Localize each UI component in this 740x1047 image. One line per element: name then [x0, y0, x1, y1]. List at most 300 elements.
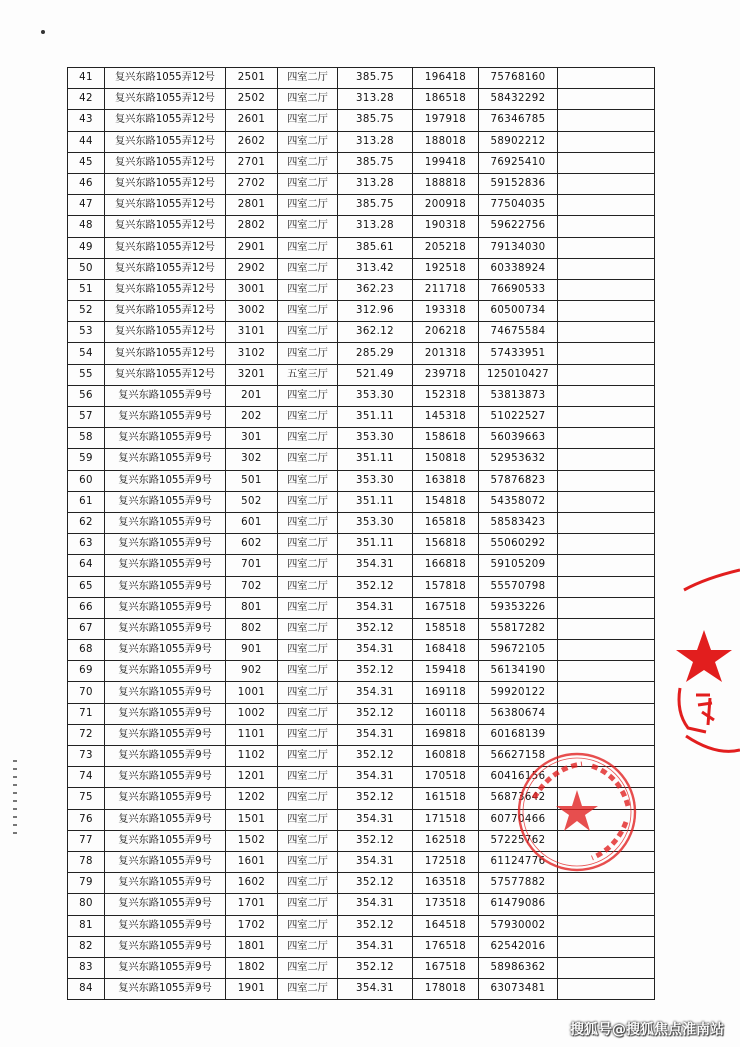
unit-price-cell: 239718 [413, 364, 479, 385]
table-row [68, 216, 655, 237]
unit-price-cell: 186518 [413, 89, 479, 110]
layout-cell: 四室二厅 [278, 385, 338, 406]
remarks-cell [558, 258, 655, 279]
layout-cell: 四室二厅 [278, 428, 338, 449]
room-number-cell: 701 [226, 555, 278, 576]
row-number-cell: 55 [68, 364, 105, 385]
layout-cell: 四室二厅 [278, 534, 338, 555]
layout-cell: 四室二厅 [278, 343, 338, 364]
remarks-cell [558, 724, 655, 745]
total-price-cell: 57930002 [479, 915, 558, 936]
row-number-cell: 54 [68, 343, 105, 364]
address-cell: 复兴东路1055弄12号 [105, 173, 226, 194]
row-number-cell: 48 [68, 216, 105, 237]
remarks-cell [558, 957, 655, 978]
table-row [68, 89, 655, 110]
area-cell: 385.75 [338, 110, 413, 131]
row-number-cell: 42 [68, 89, 105, 110]
unit-price-cell: 158618 [413, 428, 479, 449]
unit-price-cell: 158518 [413, 618, 479, 639]
total-price-cell: 79134030 [479, 237, 558, 258]
room-number-cell: 602 [226, 534, 278, 555]
area-cell: 354.31 [338, 555, 413, 576]
row-number-cell: 78 [68, 851, 105, 872]
address-cell: 复兴东路1055弄9号 [105, 618, 226, 639]
remarks-cell [558, 110, 655, 131]
table-row [68, 724, 655, 745]
address-cell: 复兴东路1055弄9号 [105, 851, 226, 872]
area-cell: 351.11 [338, 534, 413, 555]
remarks-cell [558, 364, 655, 385]
total-price-cell: 55570798 [479, 576, 558, 597]
room-number-cell: 202 [226, 407, 278, 428]
layout-cell: 四室二厅 [278, 195, 338, 216]
room-number-cell: 3001 [226, 279, 278, 300]
table-row [68, 68, 655, 89]
table-row [68, 746, 655, 767]
address-cell: 复兴东路1055弄9号 [105, 428, 226, 449]
row-number-cell: 67 [68, 618, 105, 639]
remarks-cell [558, 746, 655, 767]
layout-cell: 四室二厅 [278, 89, 338, 110]
row-number-cell: 73 [68, 746, 105, 767]
row-number-cell: 66 [68, 597, 105, 618]
row-number-cell: 45 [68, 152, 105, 173]
row-number-cell: 51 [68, 279, 105, 300]
room-number-cell: 1002 [226, 703, 278, 724]
row-number-cell: 56 [68, 385, 105, 406]
room-number-cell: 1502 [226, 830, 278, 851]
unit-price-cell: 201318 [413, 343, 479, 364]
area-cell: 353.30 [338, 428, 413, 449]
layout-cell: 四室二厅 [278, 724, 338, 745]
total-price-cell: 74675584 [479, 322, 558, 343]
address-cell: 复兴东路1055弄9号 [105, 894, 226, 915]
remarks-cell [558, 449, 655, 470]
row-number-cell: 82 [68, 936, 105, 957]
total-price-cell: 60338924 [479, 258, 558, 279]
unit-price-cell: 145318 [413, 407, 479, 428]
layout-cell: 四室二厅 [278, 830, 338, 851]
address-cell: 复兴东路1055弄9号 [105, 809, 226, 830]
area-cell: 352.12 [338, 873, 413, 894]
unit-price-cell: 163818 [413, 470, 479, 491]
remarks-cell [558, 682, 655, 703]
table-row [68, 258, 655, 279]
room-number-cell: 1701 [226, 894, 278, 915]
row-number-cell: 52 [68, 301, 105, 322]
layout-cell: 四室二厅 [278, 237, 338, 258]
layout-cell: 四室二厅 [278, 703, 338, 724]
area-cell: 313.28 [338, 216, 413, 237]
row-number-cell: 72 [68, 724, 105, 745]
table-row [68, 343, 655, 364]
room-number-cell: 1201 [226, 767, 278, 788]
table-row [68, 830, 655, 851]
room-number-cell: 1802 [226, 957, 278, 978]
layout-cell: 四室二厅 [278, 618, 338, 639]
remarks-cell [558, 68, 655, 89]
area-cell: 351.11 [338, 407, 413, 428]
row-number-cell: 63 [68, 534, 105, 555]
row-number-cell: 43 [68, 110, 105, 131]
total-price-cell: 56039663 [479, 428, 558, 449]
table-row [68, 470, 655, 491]
room-number-cell: 1501 [226, 809, 278, 830]
room-number-cell: 802 [226, 618, 278, 639]
room-number-cell: 3102 [226, 343, 278, 364]
table-row [68, 534, 655, 555]
remarks-cell [558, 407, 655, 428]
area-cell: 351.11 [338, 491, 413, 512]
room-number-cell: 1101 [226, 724, 278, 745]
unit-price-cell: 159418 [413, 661, 479, 682]
table-row [68, 873, 655, 894]
table-row [68, 173, 655, 194]
remarks-cell [558, 385, 655, 406]
row-number-cell: 69 [68, 661, 105, 682]
area-cell: 385.75 [338, 195, 413, 216]
area-cell: 354.31 [338, 597, 413, 618]
unit-price-cell: 165818 [413, 512, 479, 533]
unit-price-cell: 168418 [413, 640, 479, 661]
remarks-cell [558, 597, 655, 618]
area-cell: 385.75 [338, 152, 413, 173]
unit-price-cell: 171518 [413, 809, 479, 830]
unit-price-cell: 196418 [413, 68, 479, 89]
row-number-cell: 83 [68, 957, 105, 978]
total-price-cell: 57433951 [479, 343, 558, 364]
address-cell: 复兴东路1055弄12号 [105, 322, 226, 343]
table-row [68, 322, 655, 343]
row-number-cell: 80 [68, 894, 105, 915]
room-number-cell: 3201 [226, 364, 278, 385]
row-number-cell: 53 [68, 322, 105, 343]
unit-price-cell: 154818 [413, 491, 479, 512]
unit-price-cell: 173518 [413, 894, 479, 915]
total-price-cell: 56134190 [479, 661, 558, 682]
remarks-cell [558, 301, 655, 322]
room-number-cell: 901 [226, 640, 278, 661]
address-cell: 复兴东路1055弄12号 [105, 131, 226, 152]
remarks-cell [558, 979, 655, 1000]
remarks-cell [558, 640, 655, 661]
total-price-cell: 57577882 [479, 873, 558, 894]
address-cell: 复兴东路1055弄9号 [105, 407, 226, 428]
total-price-cell: 58583423 [479, 512, 558, 533]
address-cell: 复兴东路1055弄12号 [105, 89, 226, 110]
address-cell: 复兴东路1055弄12号 [105, 216, 226, 237]
room-number-cell: 2701 [226, 152, 278, 173]
unit-price-cell: 152318 [413, 385, 479, 406]
unit-price-cell: 172518 [413, 851, 479, 872]
row-number-cell: 41 [68, 68, 105, 89]
area-cell: 354.31 [338, 894, 413, 915]
area-cell: 352.12 [338, 915, 413, 936]
layout-cell: 四室二厅 [278, 322, 338, 343]
layout-cell: 四室二厅 [278, 301, 338, 322]
table-row [68, 936, 655, 957]
address-cell: 复兴东路1055弄12号 [105, 152, 226, 173]
address-cell: 复兴东路1055弄9号 [105, 534, 226, 555]
area-cell: 385.75 [338, 68, 413, 89]
room-number-cell: 2801 [226, 195, 278, 216]
room-number-cell: 1102 [226, 746, 278, 767]
remarks-cell [558, 237, 655, 258]
remarks-cell [558, 131, 655, 152]
table-row [68, 364, 655, 385]
area-cell: 352.12 [338, 661, 413, 682]
layout-cell: 四室二厅 [278, 851, 338, 872]
layout-cell: 四室二厅 [278, 873, 338, 894]
table-row [68, 788, 655, 809]
unit-price-cell: 167518 [413, 597, 479, 618]
remarks-cell [558, 89, 655, 110]
area-cell: 354.31 [338, 979, 413, 1000]
remarks-cell [558, 661, 655, 682]
address-cell: 复兴东路1055弄12号 [105, 237, 226, 258]
layout-cell: 四室二厅 [278, 979, 338, 1000]
scan-speck [41, 30, 45, 34]
remarks-cell [558, 195, 655, 216]
area-cell: 352.12 [338, 746, 413, 767]
area-cell: 313.42 [338, 258, 413, 279]
total-price-cell: 59105209 [479, 555, 558, 576]
total-price-cell: 61479086 [479, 894, 558, 915]
unit-price-cell: 160118 [413, 703, 479, 724]
address-cell: 复兴东路1055弄9号 [105, 555, 226, 576]
table-row [68, 618, 655, 639]
table-row [68, 131, 655, 152]
row-number-cell: 60 [68, 470, 105, 491]
remarks-cell [558, 936, 655, 957]
unit-price-cell: 205218 [413, 237, 479, 258]
row-number-cell: 59 [68, 449, 105, 470]
total-price-cell: 55060292 [479, 534, 558, 555]
remarks-cell [558, 343, 655, 364]
room-number-cell: 201 [226, 385, 278, 406]
price-table [67, 67, 655, 1000]
layout-cell: 四室二厅 [278, 216, 338, 237]
row-number-cell: 71 [68, 703, 105, 724]
area-cell: 352.12 [338, 788, 413, 809]
address-cell: 复兴东路1055弄12号 [105, 195, 226, 216]
area-cell: 354.31 [338, 936, 413, 957]
row-number-cell: 74 [68, 767, 105, 788]
row-number-cell: 61 [68, 491, 105, 512]
remarks-cell [558, 618, 655, 639]
layout-cell: 四室二厅 [278, 767, 338, 788]
layout-cell: 四室二厅 [278, 173, 338, 194]
area-cell: 313.28 [338, 131, 413, 152]
row-number-cell: 81 [68, 915, 105, 936]
unit-price-cell: 200918 [413, 195, 479, 216]
table-row [68, 152, 655, 173]
row-number-cell: 49 [68, 237, 105, 258]
area-cell: 354.31 [338, 724, 413, 745]
layout-cell: 四室二厅 [278, 131, 338, 152]
remarks-cell [558, 703, 655, 724]
unit-price-cell: 192518 [413, 258, 479, 279]
total-price-cell: 60500734 [479, 301, 558, 322]
layout-cell: 四室二厅 [278, 470, 338, 491]
total-price-cell: 76690533 [479, 279, 558, 300]
address-cell: 复兴东路1055弄12号 [105, 258, 226, 279]
area-cell: 352.12 [338, 830, 413, 851]
address-cell: 复兴东路1055弄9号 [105, 640, 226, 661]
table-row [68, 279, 655, 300]
address-cell: 复兴东路1055弄9号 [105, 936, 226, 957]
layout-cell: 四室二厅 [278, 555, 338, 576]
total-price-cell: 60770466 [479, 809, 558, 830]
address-cell: 复兴东路1055弄9号 [105, 703, 226, 724]
row-number-cell: 46 [68, 173, 105, 194]
unit-price-cell: 156818 [413, 534, 479, 555]
unit-price-cell: 169118 [413, 682, 479, 703]
remarks-cell [558, 428, 655, 449]
unit-price-cell: 160818 [413, 746, 479, 767]
unit-price-cell: 178018 [413, 979, 479, 1000]
address-cell: 复兴东路1055弄9号 [105, 830, 226, 851]
unit-price-cell: 167518 [413, 957, 479, 978]
row-number-cell: 58 [68, 428, 105, 449]
remarks-cell [558, 555, 655, 576]
unit-price-cell: 199418 [413, 152, 479, 173]
area-cell: 354.31 [338, 851, 413, 872]
area-cell: 313.28 [338, 173, 413, 194]
layout-cell: 四室二厅 [278, 258, 338, 279]
layout-cell: 四室二厅 [278, 661, 338, 682]
total-price-cell: 51022527 [479, 407, 558, 428]
table-row [68, 915, 655, 936]
total-price-cell: 63073481 [479, 979, 558, 1000]
table-row [68, 195, 655, 216]
row-number-cell: 77 [68, 830, 105, 851]
total-price-cell: 77504035 [479, 195, 558, 216]
table-row [68, 640, 655, 661]
total-price-cell: 54358072 [479, 491, 558, 512]
room-number-cell: 2501 [226, 68, 278, 89]
edge-stamp [666, 560, 740, 760]
address-cell: 复兴东路1055弄12号 [105, 343, 226, 364]
table-row [68, 449, 655, 470]
total-price-cell: 76925410 [479, 152, 558, 173]
row-number-cell: 84 [68, 979, 105, 1000]
remarks-cell [558, 173, 655, 194]
remarks-cell [558, 152, 655, 173]
remarks-cell [558, 470, 655, 491]
remarks-cell [558, 322, 655, 343]
row-number-cell: 62 [68, 512, 105, 533]
total-price-cell: 59622756 [479, 216, 558, 237]
unit-price-cell: 188818 [413, 173, 479, 194]
total-price-cell: 56873642 [479, 788, 558, 809]
remarks-cell [558, 915, 655, 936]
address-cell: 复兴东路1055弄12号 [105, 301, 226, 322]
total-price-cell: 57876823 [479, 470, 558, 491]
address-cell: 复兴东路1055弄12号 [105, 364, 226, 385]
row-number-cell: 65 [68, 576, 105, 597]
area-cell: 352.12 [338, 576, 413, 597]
area-cell: 354.31 [338, 809, 413, 830]
address-cell: 复兴东路1055弄9号 [105, 788, 226, 809]
room-number-cell: 2902 [226, 258, 278, 279]
area-cell: 351.11 [338, 449, 413, 470]
total-price-cell: 57225762 [479, 830, 558, 851]
binding-marks [13, 760, 19, 860]
address-cell: 复兴东路1055弄9号 [105, 979, 226, 1000]
address-cell: 复兴东路1055弄9号 [105, 385, 226, 406]
room-number-cell: 2602 [226, 131, 278, 152]
room-number-cell: 1602 [226, 873, 278, 894]
room-number-cell: 902 [226, 661, 278, 682]
room-number-cell: 2502 [226, 89, 278, 110]
address-cell: 复兴东路1055弄9号 [105, 449, 226, 470]
unit-price-cell: 169818 [413, 724, 479, 745]
remarks-cell [558, 851, 655, 872]
row-number-cell: 68 [68, 640, 105, 661]
total-price-cell: 59353226 [479, 597, 558, 618]
unit-price-cell: 161518 [413, 788, 479, 809]
table-row [68, 512, 655, 533]
table-row [68, 851, 655, 872]
remarks-cell [558, 894, 655, 915]
room-number-cell: 601 [226, 512, 278, 533]
table-row [68, 428, 655, 449]
address-cell: 复兴东路1055弄12号 [105, 68, 226, 89]
area-cell: 352.12 [338, 618, 413, 639]
remarks-cell [558, 279, 655, 300]
row-number-cell: 64 [68, 555, 105, 576]
row-number-cell: 70 [68, 682, 105, 703]
unit-price-cell: 206218 [413, 322, 479, 343]
layout-cell: 四室二厅 [278, 957, 338, 978]
total-price-cell: 52953632 [479, 449, 558, 470]
address-cell: 复兴东路1055弄12号 [105, 279, 226, 300]
table-row [68, 979, 655, 1000]
total-price-cell: 76346785 [479, 110, 558, 131]
row-number-cell: 79 [68, 873, 105, 894]
area-cell: 353.30 [338, 512, 413, 533]
table-row [68, 301, 655, 322]
table-row [68, 809, 655, 830]
layout-cell: 四室二厅 [278, 407, 338, 428]
area-cell: 362.23 [338, 279, 413, 300]
remarks-cell [558, 873, 655, 894]
layout-cell: 四室二厅 [278, 597, 338, 618]
unit-price-cell: 150818 [413, 449, 479, 470]
layout-cell: 四室二厅 [278, 640, 338, 661]
table-row [68, 110, 655, 131]
area-cell: 362.12 [338, 322, 413, 343]
area-cell: 354.31 [338, 682, 413, 703]
layout-cell: 四室二厅 [278, 936, 338, 957]
layout-cell: 四室二厅 [278, 449, 338, 470]
area-cell: 521.49 [338, 364, 413, 385]
total-price-cell: 58432292 [479, 89, 558, 110]
layout-cell: 四室二厅 [278, 110, 338, 131]
table-row [68, 957, 655, 978]
address-cell: 复兴东路1055弄9号 [105, 724, 226, 745]
layout-cell: 四室二厅 [278, 894, 338, 915]
address-cell: 复兴东路1055弄9号 [105, 661, 226, 682]
layout-cell: 四室二厅 [278, 152, 338, 173]
remarks-cell [558, 788, 655, 809]
price-table-body [68, 68, 655, 1000]
room-number-cell: 2802 [226, 216, 278, 237]
watermark-text: 搜狐号@搜狐焦点淮南站 [570, 1022, 724, 1038]
row-number-cell: 75 [68, 788, 105, 809]
